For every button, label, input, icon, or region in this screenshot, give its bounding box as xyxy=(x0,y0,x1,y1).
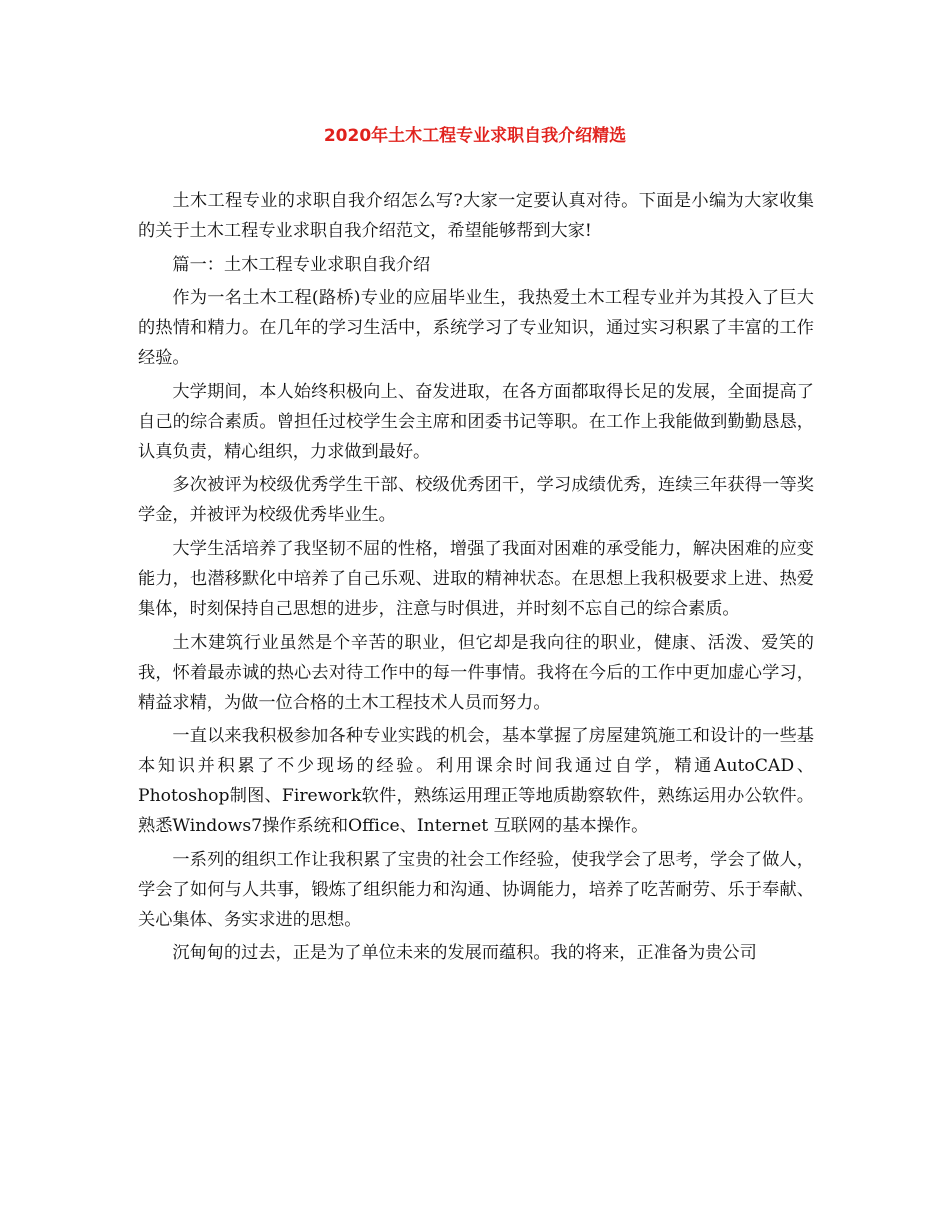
paragraph-future: 沉甸甸的过去，正是为了单位未来的发展而蕴积。我的将来，正准备为贵公司 xyxy=(172,943,757,964)
paragraph-university: 大学期间，本人始终积极向上、奋发进取，在各方面都取得长足的发展，全面提高了自己的综合素质。曾担任过校学生会主席和团委书记等职。在工作上我能做到勤勤恳恳，认真负责，精心组织，力求做到最好。 xyxy=(138,381,814,462)
paragraph-awards: 多次被评为校级优秀学生干部、校级优秀团干，学习成绩优秀，连续三年获得一等奖学金，并被评为校级优秀毕业生。 xyxy=(138,475,814,526)
paragraph-industry: 土木建筑行业虽然是个辛苦的职业，但它却是我向往的职业，健康、活泼、爱笑的我，怀着最赤诚的热心去对待工作中的每一件事情。我将在今后的工作中更加虚心学习，精益求精，为做一位合格的土木工程技术人员而努力。 xyxy=(138,632,814,713)
paragraph-skills: 一直以来我积极参加各种专业实践的机会，基本掌握了房屋建筑施工和设计的一些基本知识并积累了不少现场的经验。利用课余时间我通过自学，精通AutoCAD、Photoshop制图、Firework软件，熟练运用理正等地质勘察软件，熟练运用办公软件。熟悉Windows7操作系统和Office、Internet 互联网的基本操作。 xyxy=(138,726,814,837)
paragraph-organization: 一系列的组织工作让我积累了宝贵的社会工作经验，使我学会了思考，学会了做人，学会了如何与人共事，锻炼了组织能力和沟通、协调能力，培养了吃苦耐劳、乐于奉献、关心集体、务实求进的思想。 xyxy=(138,849,814,930)
paragraph-character: 大学生活培养了我坚韧不屈的性格，增强了我面对困难的承受能力，解决困难的应变能力，也潜移默化中培养了自己乐观、进取的精神状态。在思想上我积极要求上进、热爱集体，时刻保持自己思想的进步，注意与时俱进，并时刻不忘自己的综合素质。 xyxy=(138,538,814,619)
document-body xyxy=(138,186,814,972)
document-title: 2020年土木工程专业求职自我介绍精选 xyxy=(323,126,627,146)
paragraph-major: 作为一名土木工程(路桥)专业的应届毕业生，我热爱土木工程专业并为其投入了巨大的热情和精力。在几年的学习生活中，系统学习了专业知识，通过实习积累了丰富的工作经验。 xyxy=(138,288,814,369)
paragraph-section-heading: 篇一：土木工程专业求职自我介绍 xyxy=(172,254,431,275)
paragraph-intro: 土木工程专业的求职自我介绍怎么写?大家一定要认真对待。下面是小编为大家收集的关于土木工程专业求职自我介绍范文，希望能够帮到大家! xyxy=(138,191,814,241)
